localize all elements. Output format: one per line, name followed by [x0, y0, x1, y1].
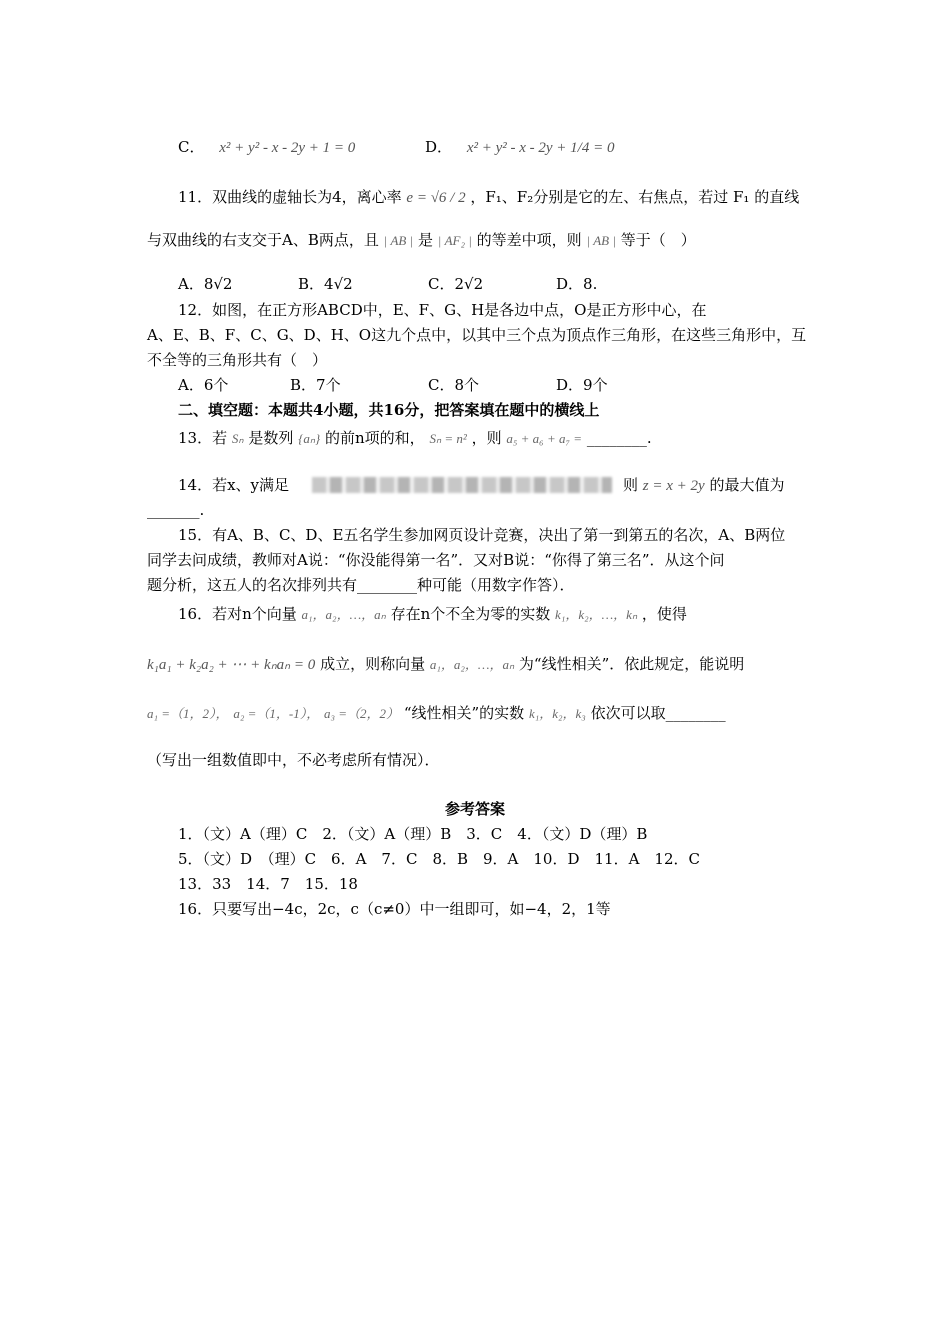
q14-line-rest: [623, 474, 785, 497]
q10-option-c-expr: x² + y² - x - 2y + 1 = 0: [219, 140, 356, 156]
q16-text-a: 16．若对n个向量: [178, 605, 297, 623]
q11-option-a: A．8√2: [178, 275, 233, 293]
q14-blank: _______.: [147, 501, 205, 519]
q11-option-d: D．8.: [556, 275, 598, 293]
q16-text-f: “线性相关”的实数: [403, 704, 525, 722]
q10-option-d-label: D．: [425, 138, 453, 156]
q16-ks: k₁，k₂，…，kₙ: [555, 607, 638, 622]
q16-text-e: 为“线性相关”．依此规定，能说明: [518, 655, 745, 673]
answers-title: 参考答案: [444, 800, 505, 818]
q13-sum: a₅ + a₆ + a₇ =: [506, 431, 583, 446]
answers-line3: 13．33 14．7 15．18: [178, 875, 358, 893]
q15-line2: 同学去问成绩，教师对A说：“你没能得第一名”．又对B说：“你得了第三名”．从这个问: [147, 551, 725, 569]
q15-line3: 题分析，这五人的名次排列共有________种可能（用数字作答）．: [147, 576, 575, 594]
q11-text-a: 11．双曲线的虚轴长为4，离心率: [178, 188, 402, 206]
q13-text-a: 13．若: [178, 429, 228, 447]
q14-expr: z = x + 2y: [642, 478, 705, 494]
q16-line3: [147, 702, 726, 725]
q14-text-c: 的最大值为: [709, 476, 785, 494]
q10-option-d: [425, 136, 614, 159]
q16-eq: k₁a₁ + k₂a₂ + ⋯ + kₙaₙ = 0: [147, 657, 316, 673]
q11-line1: [178, 186, 799, 209]
q11-option-b: B．4√2: [298, 275, 353, 293]
q10-option-c: [178, 136, 355, 159]
q12-line2: A、E、B、F、C、G、D、H、O这九个点中，以其中三个点为顶点作三角形，在这些三角形中，互: [147, 326, 807, 344]
q14-blurred-constraints: [312, 477, 612, 493]
q12-option-c: C．8个: [428, 376, 480, 394]
q16-vecs1: a₁，a₂，…，aₙ: [301, 607, 386, 622]
q11-abs-ab2: | AB |: [586, 233, 616, 248]
q16-line4: （写出一组数值即中，不必考虑所有情况）．: [147, 751, 440, 769]
q15-line1: 15．有A、B、C、D、E五名学生参加网页设计竞赛，决出了第一到第五的名次，A、B两位: [178, 526, 786, 544]
q11-option-c: C．2√2: [428, 275, 484, 293]
q13-end: .: [646, 429, 652, 447]
q13-blank: ________: [586, 429, 647, 447]
q11-line2-a: 与双曲线的右支交于A、B两点，且: [147, 231, 379, 249]
q12-line1: 12．如图，在正方形ABCD中，E、F、G、H是各边中点，O是正方形中心，在: [178, 301, 707, 319]
q12-option-b: B．7个: [290, 376, 341, 394]
q13-sn: Sₙ: [231, 431, 244, 446]
answers-line2: 5．（文）D （理）C 6．A 7．C 8．B 9．A 10．D 11．A 12．C: [178, 850, 700, 868]
q13-an: {aₙ}: [298, 431, 321, 446]
q11-line2-d: 等于（ ）: [620, 231, 696, 249]
q16-text-d: 成立，则称向量: [320, 655, 426, 673]
q10-option-d-expr: x² + y² - x - 2y + 1/4 = 0: [466, 140, 615, 156]
q12-option-d: D．9个: [556, 376, 608, 394]
q12-option-a: A．6个: [178, 376, 229, 394]
q11-eccentricity: e = √6 / 2: [406, 190, 466, 206]
q14-text-b: 则: [623, 476, 639, 494]
q13-eq: Sₙ = n²: [429, 431, 467, 446]
section2-heading: 二、填空题：本题共4小题，共16分，把答案填在题中的横线上: [178, 401, 600, 419]
q11-abs-ab: | AB |: [383, 233, 414, 248]
q16-text-b: 存在n个不全为零的实数: [390, 605, 551, 623]
q13-line: [178, 427, 652, 450]
q13-text-d: ，则: [471, 429, 502, 447]
q16-a2: a₂ =（1，-1），: [233, 706, 320, 721]
q16-text-c: ，使得: [641, 605, 687, 623]
q10-option-c-label: C．: [178, 138, 205, 156]
q13-text-b: 是数列: [248, 429, 294, 447]
q16-line1: [178, 603, 687, 626]
q16-a3: a₃ =（2，2）: [323, 706, 400, 721]
q16-a1: a₁ =（1，2），: [147, 706, 229, 721]
answers-line4: 16．只要写出−4c，2c，c（c≠0）中一组即可，如−4，2，1等: [178, 900, 611, 918]
answers-line1: 1．（文）A（理）C 2．（文）A（理）B 3．C 4．（文）D（理）B: [178, 825, 648, 843]
q11-text-b: ，F₁、F₂分别是它的左、右焦点，若过 F₁ 的直线: [470, 188, 800, 206]
q11-line2-c: 的等差中项，则: [476, 231, 582, 249]
q16-vecs2: a₁，a₂，…，aₙ: [429, 657, 515, 672]
q11-abs-af2: | AF₂ |: [437, 233, 472, 248]
q13-text-c: 的前n项的和，: [325, 429, 425, 447]
q11-line2-b: 是: [417, 231, 433, 249]
q12-line3: 不全等的三角形共有（ ）: [147, 351, 328, 369]
q16-line2: [147, 653, 744, 676]
q16-k3: k₁，k₂，k₃: [528, 706, 586, 721]
q16-text-g: 依次可以取________: [590, 704, 726, 722]
q14-text-a: 14．若x、y满足: [178, 476, 290, 494]
q11-line2: [147, 229, 696, 252]
